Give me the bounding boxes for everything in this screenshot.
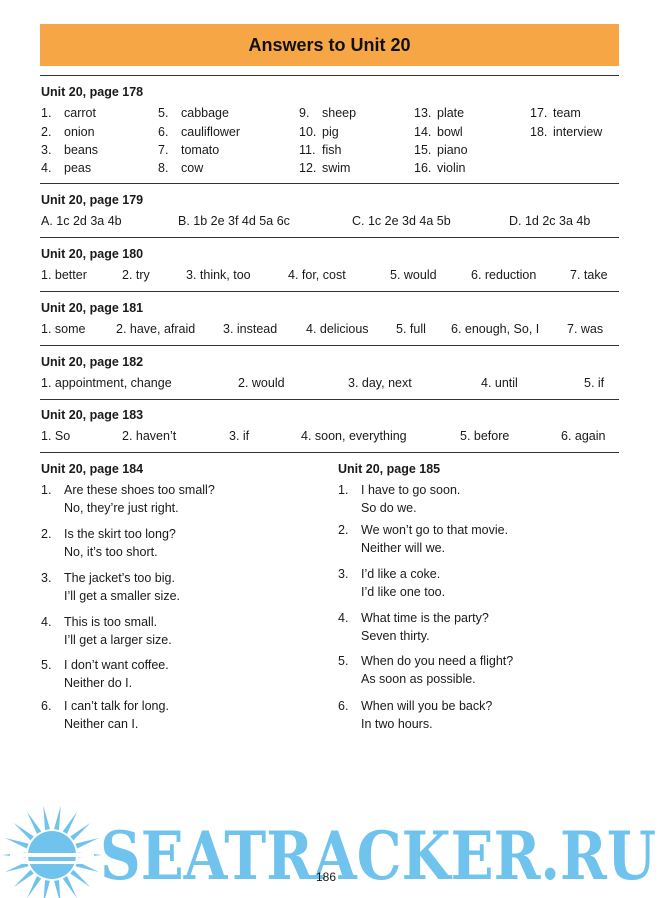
answer-row-180 [41,268,611,284]
section-heading-181: Unit 20, page 181 [41,301,144,315]
item-number: 3. [41,143,52,157]
section-heading-180: Unit 20, page 180 [41,247,144,261]
answer-item: 5. full [396,322,426,336]
answer-item: 5. if [584,376,605,390]
item-number: 2. [41,125,52,139]
answer-item: 6. again [561,429,606,443]
dialogue-prompt: I’d like a coke. [361,567,441,581]
page-number: 186 [316,870,337,884]
sun-ray [54,880,61,898]
item-number: 8. [158,161,169,175]
item-word: onion [64,125,95,139]
item-number: 10. [299,125,317,139]
answer-item: 4. delicious [306,322,369,336]
answer-item: 1. some [41,322,86,336]
answer-item: B. 1b 2e 3f 4d 5a 6c [178,214,290,228]
item-number: 16. [414,161,432,175]
answer-item: 3. think, too [186,268,251,282]
sun-ray [5,838,29,849]
page-title: Answers to Unit 20 [248,34,411,55]
answer-row-181 [41,322,611,338]
answer-item: 2. try [122,268,150,282]
item-number: 2. [41,527,52,541]
answer-item: 2. haven’t [122,429,177,443]
item-number: 4. [338,611,349,625]
divider [40,452,619,453]
sun-ray [63,876,77,898]
dialogue-prompt: Are these shoes too small? [64,483,215,497]
item-word: tomato [181,143,220,157]
dialogue-response: Seven thirty. [361,629,430,643]
item-number: 13. [414,106,432,120]
answer-item: 1. better [41,268,87,282]
item-number: 4. [41,161,52,175]
dialogue-prompt: This is too small. [64,615,158,629]
item-number: 6. [41,699,52,713]
dialogue-response: Neither do I. [64,676,133,690]
item-number: 7. [158,143,169,157]
item-number: 11. [299,143,316,157]
dialogue-response: Neither can I. [64,717,139,731]
item-word: cabbage [181,106,229,120]
answer-item: 4. soon, everything [301,429,407,443]
answer-item: 7. take [570,268,608,282]
answer-item: 1. appointment, change [41,376,172,390]
sun-ray [54,806,61,830]
dialogue-prompt: What time is the party? [361,611,489,625]
item-word: team [553,106,581,120]
dialogue-response: No, they’re just right. [64,501,179,515]
answer-item: 6. reduction [471,268,537,282]
item-number: 15. [414,143,432,157]
item-word: violin [437,161,466,175]
item-number: 14. [414,125,432,139]
divider [40,399,619,400]
sun-ray [27,812,41,834]
answer-item: 4. until [481,376,518,390]
answer-item: 7. was [567,322,604,336]
item-number: 1. [338,483,349,497]
answer-item: 4. for, cost [288,268,346,282]
answer-item: C. 1c 2e 3d 4a 5b [352,214,451,228]
answer-item: 3. instead [223,322,278,336]
answer-row-179 [41,214,611,230]
item-number: 2. [338,523,349,537]
section-heading-179: Unit 20, page 179 [41,193,144,207]
sun-ray [43,880,50,898]
sun-ray [75,838,99,849]
dialogue-prompt: When do you need a flight? [361,654,514,668]
section-heading-184: Unit 20, page 184 [41,462,144,476]
item-number: 3. [41,571,52,585]
dialogue-response: So do we. [361,501,417,515]
dialogue-response: I’ll get a smaller size. [64,589,181,603]
item-number: 6. [338,699,349,713]
item-word: swim [322,161,351,175]
sun-ray [14,823,34,840]
section-heading-182: Unit 20, page 182 [41,355,144,369]
answer-item: D. 1d 2c 3a 4b [509,214,591,228]
answer-item: 6. enough, So, I [451,322,540,336]
dialogue-prompt: We won’t go to that movie. [361,523,509,537]
answer-item: A. 1c 2d 3a 4b [41,214,122,228]
sun-ray [14,870,34,887]
dialogue-prompt: The jacket’s too big. [64,571,175,585]
answer-item: 2. would [238,376,285,390]
divider [40,183,619,184]
title-banner [40,24,619,66]
item-number: 9. [299,106,310,120]
item-word: plate [437,106,465,120]
section-heading-178: Unit 20, page 178 [41,85,144,99]
section-heading-185: Unit 20, page 185 [338,462,441,476]
item-number: 4. [41,615,52,629]
answer-item: 5. would [390,268,437,282]
dialogue-response: No, it’s too short. [64,545,158,559]
dialogue-prompt: Is the skirt too long? [64,527,176,541]
item-number: 18. [530,125,548,139]
divider [40,345,619,346]
item-word: sheep [322,106,357,120]
item-word: pig [322,125,339,139]
item-number: 1. [41,483,52,497]
item-word: cow [181,161,204,175]
answer-item: 1. So [41,429,71,443]
dialogue-prompt: I can’t talk for long. [64,699,169,713]
item-word: piano [437,143,468,157]
sun-ray [70,870,90,887]
divider [40,237,619,238]
item-word: fish [322,143,342,157]
sun-icon [2,806,102,898]
divider [40,291,619,292]
divider [40,75,619,76]
answer-item: 3. if [229,429,250,443]
item-number: 12. [299,161,317,175]
section-heading-183: Unit 20, page 183 [41,408,144,422]
answer-row-182 [41,376,611,392]
item-number: 5. [158,106,169,120]
dialogue-response: I’d like one too. [361,585,446,599]
answer-item: 2. have, afraid [116,322,196,336]
item-word: bowl [437,125,463,139]
item-number: 3. [338,567,349,581]
item-number: 5. [338,654,349,668]
item-word: peas [64,161,92,175]
answer-row-183 [41,429,611,445]
dialogue-response: In two hours. [361,717,433,731]
watermark-text: SEATRACKER.RU [100,817,656,895]
sun-ray [27,876,41,898]
answer-item: 3. day, next [348,376,412,390]
item-number: 1. [41,106,52,120]
dialogue-response: As soon as possible. [361,672,476,686]
dialogue-prompt: I have to go soon. [361,483,461,497]
sun-ray [43,806,50,830]
dialogue-prompt: When will you be back? [361,699,493,713]
sun-ray [63,812,77,834]
item-number: 5. [41,658,52,672]
item-word: interview [553,125,603,139]
dialogue-response: I’ll get a larger size. [64,633,172,647]
item-word: cauliflower [181,125,241,139]
item-word: beans [64,143,99,157]
item-word: carrot [64,106,96,120]
item-number: 17. [530,106,548,120]
answer-item: 5. before [460,429,510,443]
dialogue-prompt: I don’t want coffee. [64,658,169,672]
sun-ray [70,823,90,840]
dialogue-response: Neither will we. [361,541,446,555]
item-number: 6. [158,125,169,139]
